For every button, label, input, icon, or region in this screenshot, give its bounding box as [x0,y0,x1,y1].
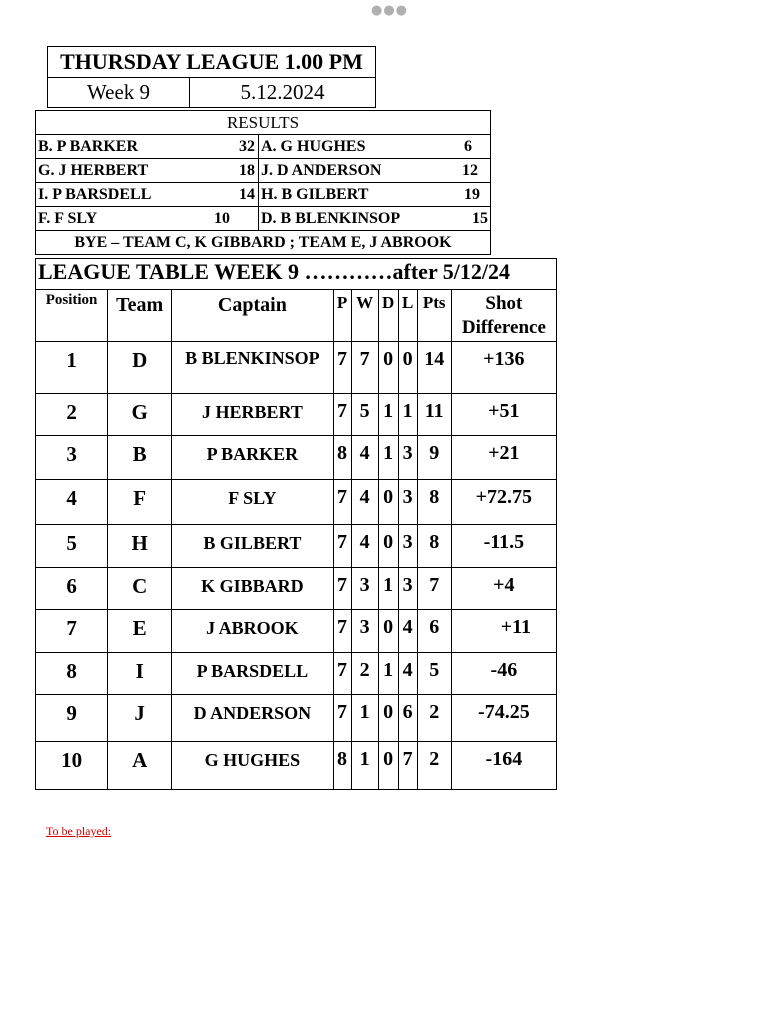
bye-note: BYE – TEAM C, K GIBBARD ; TEAM E, J ABROOK [36,231,491,255]
result-row [36,159,491,183]
league-table [35,258,557,790]
more-options-icon[interactable]: ●●● [371,3,409,18]
shot-difference: -74.25 [451,695,556,742]
won: 7 [351,342,378,394]
captain: P BARKER [172,436,333,480]
col-won: W [351,290,378,342]
shot-difference: +21 [451,436,556,480]
table-row [36,695,557,742]
shot-difference: -164 [451,742,556,790]
position: 2 [36,394,108,436]
drawn: 0 [378,742,398,790]
home-team: B. P BARKER [38,137,139,155]
points: 8 [417,480,451,525]
lost: 4 [398,610,417,653]
shot-difference: -11.5 [451,525,556,568]
lost: 3 [398,436,417,480]
team: C [108,568,172,610]
results-heading: RESULTS [36,111,491,135]
played: 7 [333,568,351,610]
result-row [36,135,491,159]
away-score: 6 [464,138,472,155]
captain: P BARSDELL [172,653,333,695]
col-shot-difference: Shot Difference [451,290,556,342]
shot-difference: +72.75 [451,480,556,525]
away-team: A. G HUGHES [261,137,366,155]
col-drawn: D [378,290,398,342]
captain: J ABROOK [172,610,333,653]
home-score: 14 [239,186,255,203]
table-row [36,342,557,394]
table-row [36,436,557,480]
away-score: 12 [462,162,478,179]
won: 1 [351,742,378,790]
league-header [47,46,376,108]
col-lost: L [398,290,417,342]
captain: J HERBERT [172,394,333,436]
played: 7 [333,653,351,695]
col-team: Team [108,290,172,342]
week-date: 5.12.2024 [190,78,376,108]
won: 4 [351,525,378,568]
col-captain: Captain [172,290,333,342]
points: 7 [417,568,451,610]
away-team: J. D ANDERSON [261,161,382,179]
drawn: 0 [378,342,398,394]
drawn: 0 [378,610,398,653]
points: 2 [417,695,451,742]
position: 8 [36,653,108,695]
home-team: F. F SLY [38,209,98,227]
position: 7 [36,610,108,653]
drawn: 0 [378,695,398,742]
result-row [36,207,491,231]
drawn: 1 [378,653,398,695]
points: 11 [417,394,451,436]
team: B [108,436,172,480]
team: D [108,342,172,394]
home-score: 32 [239,138,255,155]
lost: 3 [398,480,417,525]
team: A [108,742,172,790]
lost: 0 [398,342,417,394]
position: 6 [36,568,108,610]
table-row [36,525,557,568]
table-row [36,653,557,695]
home-score: 18 [239,162,255,179]
points: 5 [417,653,451,695]
played: 8 [333,436,351,480]
shot-difference: +11 [451,610,556,653]
results-table [35,110,491,255]
lost: 6 [398,695,417,742]
won: 2 [351,653,378,695]
won: 5 [351,394,378,436]
won: 3 [351,568,378,610]
lost: 3 [398,568,417,610]
position: 3 [36,436,108,480]
captain: F SLY [172,480,333,525]
to-be-played-link[interactable]: To be played: [46,824,112,838]
points: 8 [417,525,451,568]
table-row [36,394,557,436]
won: 4 [351,436,378,480]
lost: 7 [398,742,417,790]
won: 3 [351,610,378,653]
col-position: Position [36,290,108,342]
away-score: 15 [472,210,488,227]
position: 5 [36,525,108,568]
drawn: 1 [378,436,398,480]
lost: 4 [398,653,417,695]
captain: B GILBERT [172,525,333,568]
week-label: Week 9 [48,78,190,108]
shot-difference: +51 [451,394,556,436]
home-score: 10 [214,210,230,227]
lost: 1 [398,394,417,436]
position: 1 [36,342,108,394]
team: G [108,394,172,436]
played: 7 [333,610,351,653]
table-row [36,568,557,610]
league-table-title: LEAGUE TABLE WEEK 9 …………after 5/12/24 [36,259,557,290]
team: H [108,525,172,568]
points: 6 [417,610,451,653]
position: 10 [36,742,108,790]
captain: K GIBBARD [172,568,333,610]
shot-difference: +136 [451,342,556,394]
played: 8 [333,742,351,790]
won: 4 [351,480,378,525]
drawn: 1 [378,394,398,436]
points: 2 [417,742,451,790]
col-played: P [333,290,351,342]
position: 9 [36,695,108,742]
home-team: I. P BARSDELL [38,185,152,203]
points: 9 [417,436,451,480]
home-team: G. J HERBERT [38,161,149,179]
col-points: Pts [417,290,451,342]
league-header-row [36,290,557,342]
table-row [36,742,557,790]
away-team: D. B BLENKINSOP [261,209,401,227]
away-team: H. B GILBERT [261,185,369,203]
team: F [108,480,172,525]
drawn: 0 [378,525,398,568]
captain: G HUGHES [172,742,333,790]
table-row [36,480,557,525]
played: 7 [333,525,351,568]
lost: 3 [398,525,417,568]
played: 7 [333,480,351,525]
captain: D ANDERSON [172,695,333,742]
team: J [108,695,172,742]
position: 4 [36,480,108,525]
shot-difference: +4 [451,568,556,610]
won: 1 [351,695,378,742]
team: I [108,653,172,695]
result-row [36,183,491,207]
captain: B BLENKINSOP [172,342,333,394]
shot-difference: -46 [451,653,556,695]
played: 7 [333,394,351,436]
played: 7 [333,342,351,394]
points: 14 [417,342,451,394]
league-title: THURSDAY LEAGUE 1.00 PM [48,47,376,78]
team: E [108,610,172,653]
drawn: 1 [378,568,398,610]
drawn: 0 [378,480,398,525]
away-score: 19 [464,186,480,203]
played: 7 [333,695,351,742]
table-row [36,610,557,653]
